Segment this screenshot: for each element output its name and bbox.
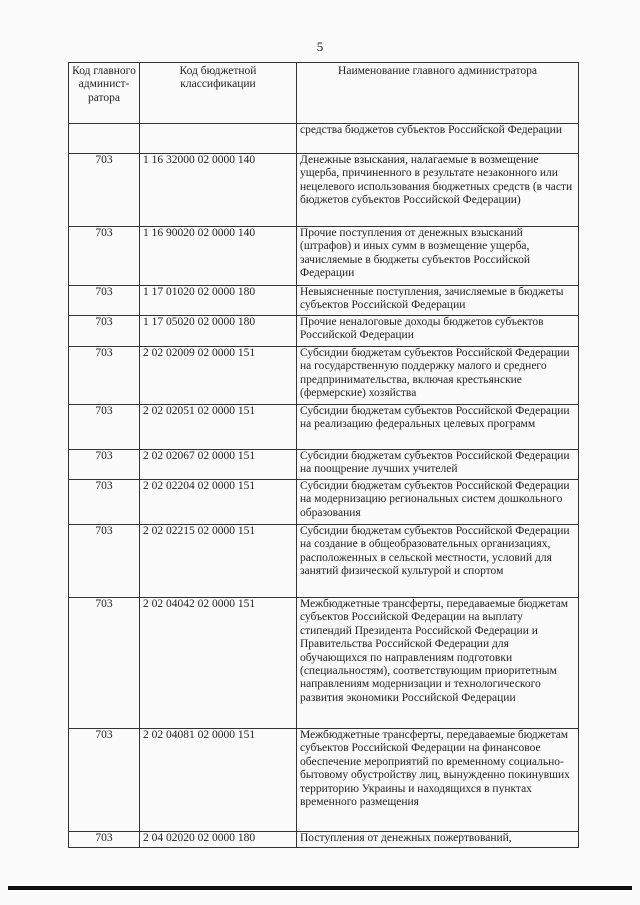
budget-code-cell: 1 16 90020 02 0000 140 <box>140 227 297 286</box>
admin-code-cell: 703 <box>69 598 140 729</box>
table-row <box>69 154 579 227</box>
table-row <box>69 286 579 316</box>
header-admin-name: Наименование главного администратора <box>297 63 579 124</box>
table-row <box>69 347 579 405</box>
header-budget-code: Код бюджетной классификации <box>140 63 297 124</box>
admin-name-cell: Субсидии бюджетам субъектов Российской Федерации на создание в общеобразовательных организациях, расположенных в сельской местности, условий для занятий физической культурой и спортом <box>297 525 579 598</box>
budget-code-cell: 1 17 01020 02 0000 180 <box>140 286 297 316</box>
page-number: 5 <box>316 39 324 54</box>
table-row <box>69 227 579 286</box>
admin-code-cell: 703 <box>69 316 140 347</box>
table-row <box>69 480 579 525</box>
admin-code-cell: 703 <box>69 347 140 405</box>
table-header-row <box>69 63 579 124</box>
admin-code-cell: 703 <box>69 729 140 832</box>
budget-classification-table <box>68 62 579 848</box>
budget-code-cell: 1 17 05020 02 0000 180 <box>140 316 297 347</box>
budget-code-cell <box>140 124 297 154</box>
admin-code-cell: 703 <box>69 525 140 598</box>
admin-code-cell: 703 <box>69 450 140 480</box>
table-row <box>69 405 579 450</box>
budget-code-cell: 1 16 32000 02 0000 140 <box>140 154 297 227</box>
budget-code-cell: 2 02 02067 02 0000 151 <box>140 450 297 480</box>
table-body <box>69 124 579 848</box>
admin-code-cell: 703 <box>69 832 140 848</box>
admin-name-cell: Прочие неналоговые доходы бюджетов субъектов Российской Федерации <box>297 316 579 347</box>
budget-code-cell: 2 02 04042 02 0000 151 <box>140 598 297 729</box>
admin-code-cell: 703 <box>69 480 140 525</box>
admin-name-cell: Субсидии бюджетам субъектов Российской Федерации на модернизацию региональных систем дошкольного образования <box>297 480 579 525</box>
admin-name-cell: Денежные взыскания, налагаемые в возмещение ущерба, причиненного в результате незаконного или нецелевого использования бюджетных средств (в части бюджетов субъектов Российской Федерации) <box>297 154 579 227</box>
admin-name-cell: Невыясненные поступления, зачисляемые в бюджеты субъектов Российской Федерации <box>297 286 579 316</box>
table-row <box>69 832 579 848</box>
budget-code-cell: 2 02 02215 02 0000 151 <box>140 525 297 598</box>
budget-code-cell: 2 02 02051 02 0000 151 <box>140 405 297 450</box>
scan-bottom-border <box>8 886 632 890</box>
budget-code-cell: 2 02 02204 02 0000 151 <box>140 480 297 525</box>
budget-code-cell: 2 02 04081 02 0000 151 <box>140 729 297 832</box>
table-row <box>69 729 579 832</box>
admin-code-cell <box>69 124 140 154</box>
admin-name-cell: Поступления от денежных пожертвований, <box>297 832 579 848</box>
admin-code-cell: 703 <box>69 154 140 227</box>
admin-name-cell: Субсидии бюджетам субъектов Российской Федерации на реализацию федеральных целевых программ <box>297 405 579 450</box>
table-row <box>69 124 579 154</box>
admin-code-cell: 703 <box>69 227 140 286</box>
admin-name-cell: Прочие поступления от денежных взысканий (штрафов) и иных сумм в возмещение ущерба, зачисляемые в бюджеты субъектов Российской Федерации <box>297 227 579 286</box>
table-row <box>69 450 579 480</box>
admin-name-cell: Субсидии бюджетам субъектов Российской Федерации на государственную поддержку малого и среднего предпринимательства, включая крестьянские (фермерские) хозяйства <box>297 347 579 405</box>
admin-name-cell: Межбюджетные трансферты, передаваемые бюджетам субъектов Российской Федерации на финансовое обеспечение мероприятий по временному социально-бытовому обустройству лиц, вынужденно покинувших территорию Украины и находящихся в пунктах временного размещения <box>297 729 579 832</box>
admin-code-cell: 703 <box>69 286 140 316</box>
table-row <box>69 598 579 729</box>
admin-code-cell: 703 <box>69 405 140 450</box>
header-admin-code: Код главного админист-ратора <box>69 63 140 124</box>
table-row <box>69 525 579 598</box>
admin-name-cell: Межбюджетные трансферты, передаваемые бюджетам субъектов Российской Федерации на выплату стипендий Президента Российской Федерации и Правительства Российской Федерации для обучающихся по направлениям подготовки (специальностям), соответствующим приоритетным направлениям модернизации и технологического развития экономики Российской Федерации <box>297 598 579 729</box>
budget-code-cell: 2 02 02009 02 0000 151 <box>140 347 297 405</box>
admin-name-cell: Субсидии бюджетам субъектов Российской Федерации на поощрение лучших учителей <box>297 450 579 480</box>
table-row <box>69 316 579 347</box>
budget-code-cell: 2 04 02020 02 0000 180 <box>140 832 297 848</box>
admin-name-cell: средства бюджетов субъектов Российской Федерации <box>297 124 579 154</box>
